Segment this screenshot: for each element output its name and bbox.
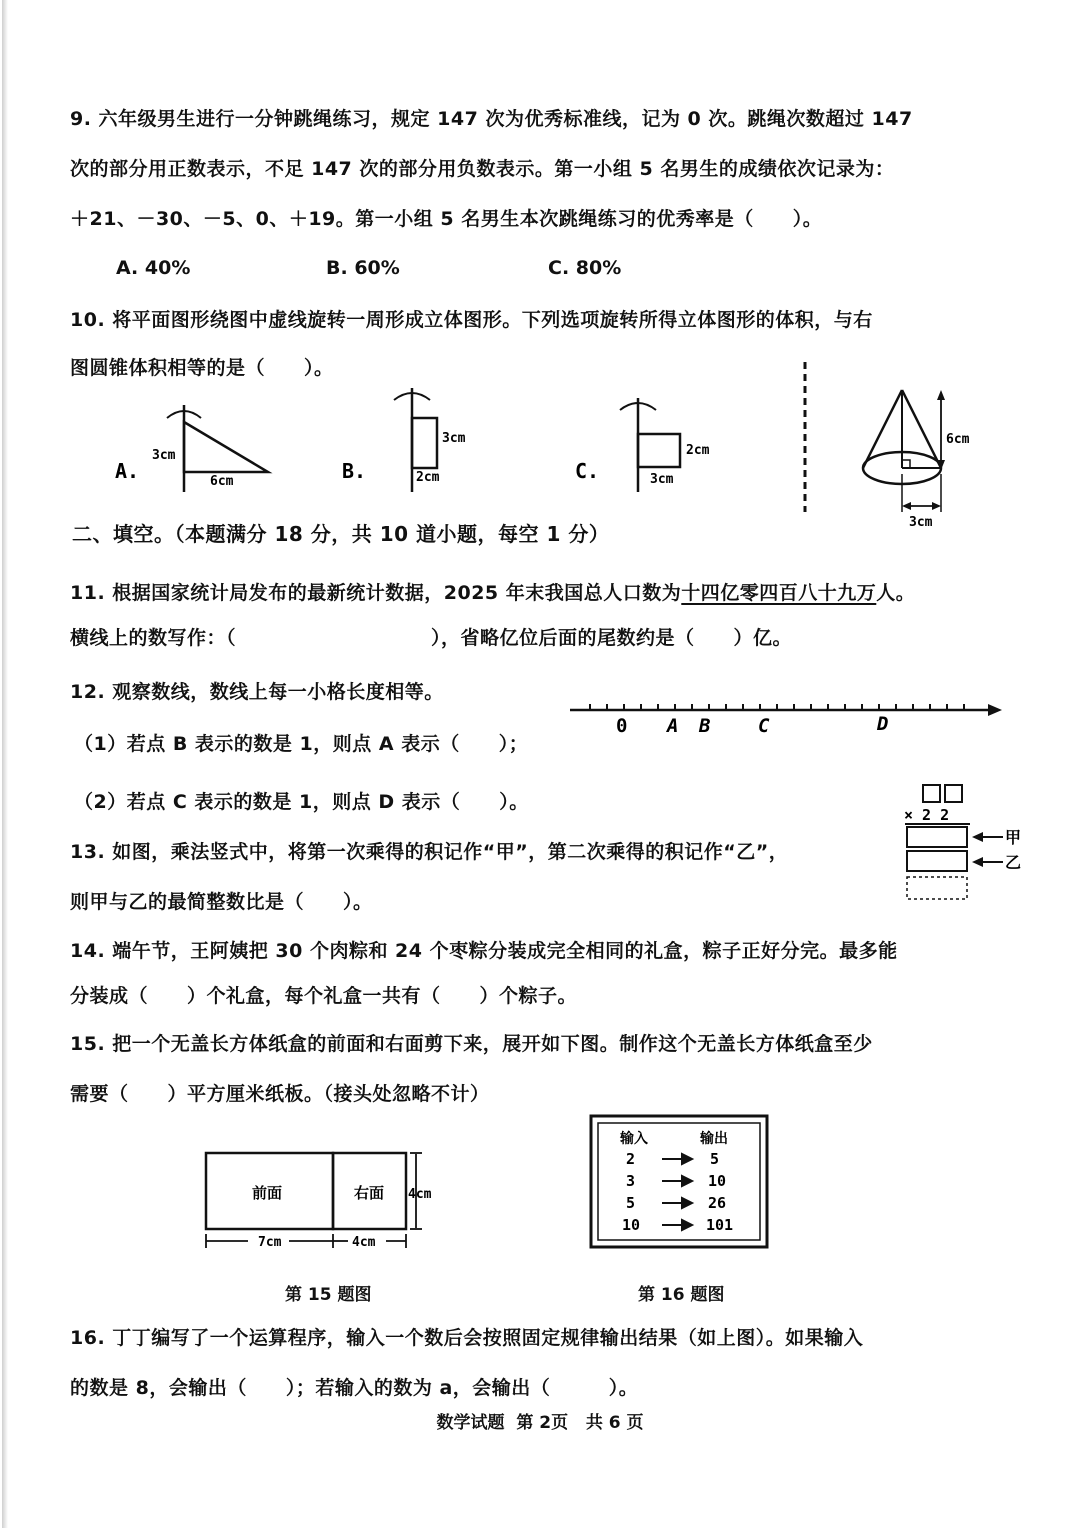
q15-right-width: 4cm	[352, 1235, 376, 1250]
q13-multiplication-figure	[895, 778, 1035, 908]
q10-figure-c	[575, 398, 710, 492]
q16-in-1: 3	[626, 1172, 636, 1190]
q10-label-c: C.	[575, 459, 600, 483]
q16-in-2: 5	[626, 1194, 636, 1212]
q15-front-width: 7cm	[258, 1235, 282, 1250]
q9-option-a: A. 40%	[116, 257, 191, 279]
nl-label-a: A	[667, 715, 679, 737]
q16-caption: 第 16 题图	[638, 1285, 725, 1305]
q15-figure	[196, 1140, 446, 1255]
q16-figure	[588, 1113, 773, 1251]
q13-label-jia: 甲	[1005, 828, 1022, 847]
q10-b-height: 3cm	[442, 431, 466, 446]
q16-out-0: 5	[710, 1150, 720, 1168]
q11-line1: 11. 根据国家统计局发布的最新统计数据，2025 年末我国总人口数为十四亿零四百八十九万人。	[70, 582, 916, 604]
q12-part2: （2）若点 C 表示的数是 1，则点 D 表示（ ）。	[74, 791, 529, 813]
nl-label-b: B	[699, 715, 711, 737]
q13-multiplier: × 2 2	[904, 806, 950, 824]
q9-line3: ＋21、－30、－5、0、＋19。第一小组 5 名男生本次跳绳练习的优秀率是（ ）。	[70, 208, 823, 230]
q9-option-b: B. 60%	[326, 257, 400, 279]
q9-option-c: C. 80%	[548, 257, 622, 279]
footer-total: 共 6 页	[585, 1413, 644, 1433]
q9-line1: 9. 六年级男生进行一分钟跳绳练习，规定 147 次为优秀标准线，记为 0 次。跳绳次数超过 147	[70, 108, 913, 130]
q12-number-line	[560, 688, 1010, 748]
q10-line2: 图圆锥体积相等的是（ ）。	[70, 357, 334, 379]
q15-line2: 需要（ ）平方厘米纸板。（接头处忽略不计）	[70, 1083, 490, 1105]
q10-figure-a	[115, 405, 268, 492]
q15-line1: 15. 把一个无盖长方体纸盒的前面和右面剪下来，展开如下图。制作这个无盖长方体纸盒至少	[70, 1033, 873, 1055]
q10-label-b: B.	[342, 459, 367, 483]
q14-line2: 分装成（ ）个礼盒，每个礼盒一共有（ ）个粽子。	[70, 985, 578, 1007]
q13-label-yi: 乙	[1005, 853, 1022, 872]
page-footer	[0, 1408, 1080, 1433]
q13-line2: 则甲与乙的最简整数比是（ ）。	[70, 891, 373, 913]
q15-height-label: 4cm	[408, 1187, 432, 1202]
q16-out-2: 26	[708, 1194, 727, 1212]
section-title: 二、填空。（本题满分 18 分，共 10 道小题，每空 1 分）	[72, 522, 610, 546]
q16-in-0: 2	[626, 1150, 636, 1168]
q13-line1: 13. 如图，乘法竖式中，将第一次乘得的积记作“甲”，第二次乘得的积记作“乙”，	[70, 841, 789, 863]
q12-line1: 12. 观察数线，数线上每一小格长度相等。	[70, 681, 444, 703]
q10-c-height: 2cm	[686, 443, 710, 458]
q10-figure-b	[342, 388, 466, 492]
q10-label-a: A.	[115, 459, 140, 483]
q10-cone	[863, 390, 970, 530]
q10-b-base: 2cm	[416, 470, 440, 485]
q10-cone-height: 6cm	[946, 432, 970, 447]
q10-cone-radius: 3cm	[909, 515, 933, 530]
scan-edge	[2, 0, 8, 1528]
q12-part1: （1）若点 B 表示的数是 1，则点 A 表示（ ）；	[74, 733, 529, 755]
q10-figures	[0, 350, 1080, 540]
q16-header-out: 输出	[700, 1131, 728, 1147]
q10-line1: 10. 将平面图形绕图中虚线旋转一周形成立体图形。下列选项旋转所得立体图形的体积，与右	[70, 309, 873, 331]
q16-header-in: 输入	[620, 1131, 648, 1147]
q15-right-label: 右面	[354, 1184, 385, 1202]
q16-line2: 的数是 8，会输出（ ）；若输入的数为 a，会输出（ ）。	[70, 1377, 639, 1399]
q16-out-3: 101	[706, 1216, 734, 1234]
q15-front-label: 前面	[252, 1184, 283, 1202]
q10-c-base: 3cm	[650, 472, 674, 487]
q14-line1: 14. 端午节，王阿姨把 30 个肉粽和 24 个枣粽分装成完全相同的礼盒，粽子正好分完。最多能	[70, 940, 898, 962]
q16-out-1: 10	[708, 1172, 727, 1190]
q16-line1: 16. 丁丁编写了一个运算程序，输入一个数后会按照固定规律输出结果（如上图）。如果输入	[70, 1327, 864, 1349]
footer-page: 第 2页	[516, 1413, 569, 1433]
nl-label-0: 0	[616, 715, 628, 737]
nl-label-d: D	[877, 713, 889, 735]
nl-label-c: C	[758, 715, 770, 737]
q16-in-3: 10	[622, 1216, 641, 1234]
q15-caption: 第 15 题图	[285, 1285, 372, 1305]
footer-subject: 数学试题	[436, 1413, 505, 1433]
q11-underlined-number: 十四亿零四百八十九万	[681, 582, 877, 604]
q11-line2: 横线上的数写作：（ ），省略亿位后面的尾数约是（ ）亿。	[70, 627, 793, 649]
q10-a-base: 6cm	[210, 474, 234, 489]
q9-line2: 次的部分用正数表示，不足 147 次的部分用负数表示。第一小组 5 名男生的成绩依次记录为：	[70, 158, 895, 180]
q10-a-height: 3cm	[152, 448, 176, 463]
